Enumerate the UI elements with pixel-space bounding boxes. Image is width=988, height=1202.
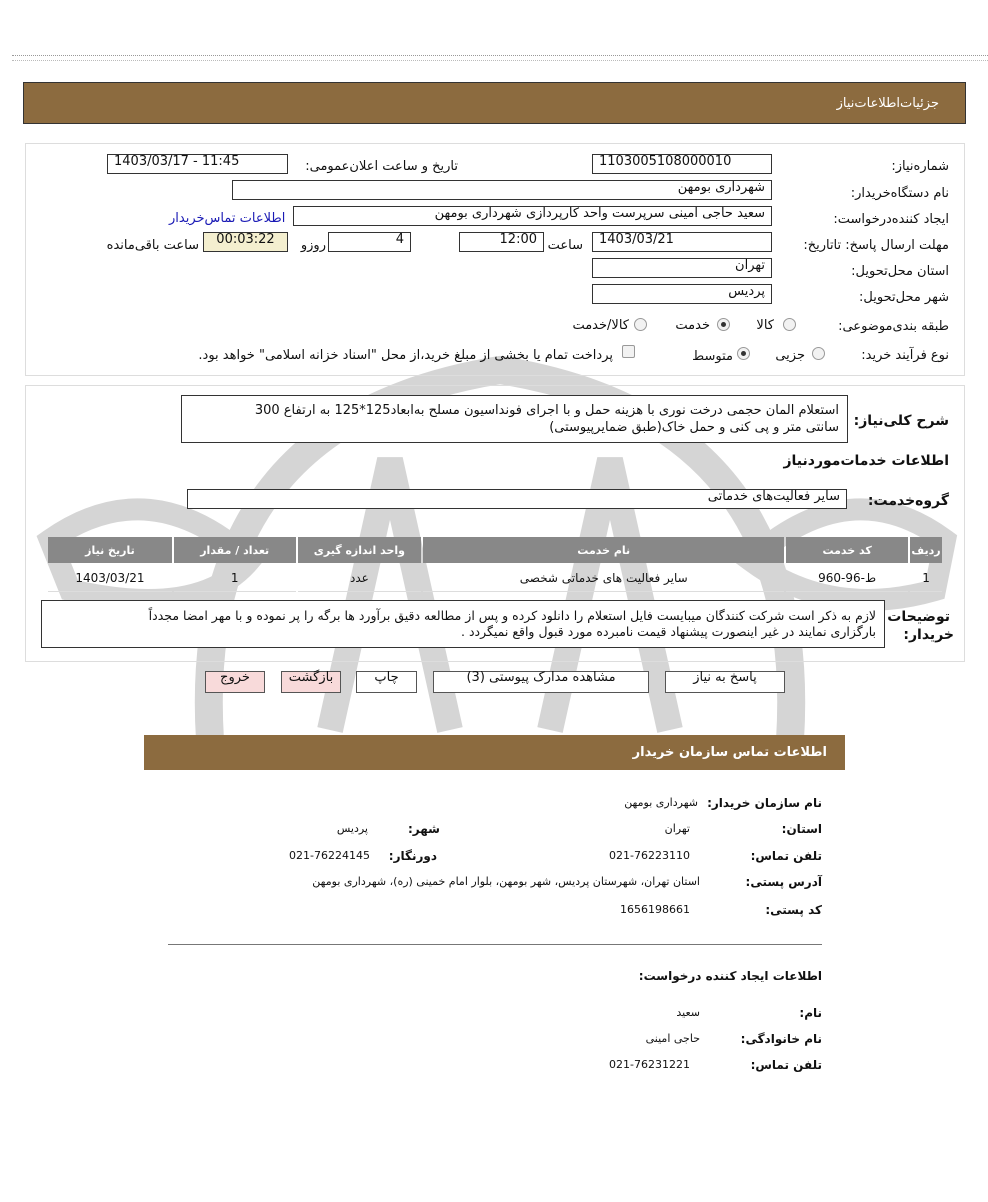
contact-fax-label: دورنگار:: [388, 849, 437, 863]
contact-postal-label: کد پستی:: [765, 903, 822, 917]
treasury-payment-note: پرداخت تمام یا بخشی از مبلغ خرید،از محل "اسناد خزانه اسلامی" خواهد بود.: [198, 348, 613, 363]
deadline-days-label: روزو: [300, 238, 326, 253]
announce-label: تاریخ و ساعت اعلان‌عمومی:: [305, 159, 458, 174]
services-title: اطلاعات خدمات‌مورد‌نیاز: [783, 453, 949, 469]
top-divider: [12, 55, 988, 56]
buyer-notes-line-1: لازم به ذکر است شرکت کنندگان میبایست فایل استعلام را دانلود کرده و پس از مطالعه دقیق برآورد ها برگه را پر نموده و با مهر امضا مجدداً: [148, 608, 876, 623]
buyer-contact-link[interactable]: اطلاعات تماس‌خریدار: [169, 211, 286, 226]
contact-org-value: شهرداری بومهن: [624, 796, 698, 809]
col-quantity: تعداد / مقدار: [174, 537, 296, 563]
col-service-code: کد خدمت: [786, 537, 908, 563]
contact-province-value: تهران: [664, 822, 690, 835]
creator-label: ایجاد کننده‌درخواست:: [833, 212, 949, 227]
deadline-days-field: 4: [328, 232, 411, 252]
buyer-notes-label-2: خریدار:: [903, 627, 954, 643]
buyer-notes-line-2: بارگزاری نمایند در غیر اینصورت پیشنهاد قیمت نامبرده مورد قبول واقع نمیگردد .: [461, 624, 876, 639]
need-number-field: 1103005108000010: [592, 154, 772, 174]
creator-phone-value: 021-76231221: [609, 1058, 690, 1071]
cell-unit: عدد: [298, 565, 422, 592]
buyer-org-label: نام دستگاه‌خریدار:: [850, 186, 949, 201]
remaining-time-label: ساعت باقی‌مانده: [106, 238, 199, 253]
col-service-name: نام خدمت: [423, 537, 784, 563]
page-title: جزئیات‌اطلاعات‌نیاز: [836, 96, 939, 111]
col-unit: واحد اندازه گیری: [298, 537, 422, 563]
contact-section-title: اطلاعات تماس سازمان خریدار: [632, 745, 827, 760]
view-attachments-button[interactable]: مشاهده مدارک پیوستی (3): [433, 671, 649, 693]
buyer-notes-label-1: توضیحات: [887, 609, 950, 625]
contact-postal-value: 1656198661: [620, 903, 690, 916]
category-goods-label: کالا: [756, 318, 774, 333]
contact-section-header: [144, 735, 845, 770]
summary-line-1: استعلام المان حجمی درخت نوری با هزینه حمل و با اجرای فونداسیون مسلح به‌ابعاد125*125 به ارتفاع 300: [254, 403, 839, 418]
category-label: طبقه بندی‌موضوعی:: [838, 319, 949, 334]
cell-service-name: سایر فعالیت های خدماتی شخصی: [423, 565, 784, 592]
process-minor-radio[interactable]: [812, 347, 825, 360]
creator-name-label: نام:: [799, 1006, 822, 1020]
need-number-label: شماره‌نیاز:: [891, 159, 949, 174]
contact-address-value: استان تهران، شهرستان پردیس، شهر بومهن، بلوار امام خمینی (ره)، شهرداری بومهن: [312, 875, 700, 888]
category-both-label: کالا/خدمت: [572, 318, 629, 333]
cell-need-date: 1403/03/21: [48, 565, 172, 592]
cell-quantity: 1: [174, 565, 296, 592]
province-field: تهران: [592, 258, 772, 278]
col-need-date: تاریخ نیاز: [48, 537, 172, 563]
deadline-label: مهلت ارسال پاسخ: تاتاریخ:: [803, 238, 949, 253]
summary-label: شرح کلی‌نیاز:: [853, 413, 949, 429]
contact-province-label: استان:: [781, 822, 822, 836]
table-header-row: [48, 537, 942, 563]
process-medium-label: متوسط: [692, 349, 733, 364]
creator-family-label: نام خانوادگی:: [740, 1032, 822, 1046]
services-table: [46, 535, 944, 594]
category-both-radio[interactable]: [634, 318, 647, 331]
exit-button[interactable]: خروج: [205, 671, 265, 693]
announce-field: 1403/03/17 - 11:45: [107, 154, 288, 174]
creator-info-title: اطلاعات ایجاد کننده درخواست:: [638, 969, 822, 983]
creator-field: سعید حاجی امینی سرپرست واحد کارپردازی شهرداری بومهن: [293, 206, 772, 226]
cell-row: 1: [910, 565, 942, 592]
reply-button[interactable]: پاسخ به نیاز: [665, 671, 785, 693]
service-group-label: گروه‌خدمت:: [867, 493, 949, 509]
print-button[interactable]: چاپ: [356, 671, 417, 693]
table-row: [48, 565, 942, 592]
contact-city-label: شهر:: [408, 822, 440, 836]
need-info-panel: [25, 143, 965, 376]
category-service-label: خدمت: [675, 318, 710, 333]
page-header: [23, 82, 966, 124]
contact-phone-label: تلفن تماس:: [750, 849, 822, 863]
cell-service-code: ط-96-960: [786, 565, 908, 592]
service-group-field: سایر فعالیت‌های خدماتی: [187, 489, 847, 509]
process-label: نوع فرآیند خرید:: [861, 348, 949, 363]
deadline-time-label: ساعت: [547, 238, 583, 253]
contact-address-label: آدرس پستی:: [745, 875, 822, 889]
province-label: استان محل‌تحویل:: [851, 264, 949, 279]
top-divider-2: [12, 60, 988, 61]
summary-field: [181, 395, 848, 443]
contact-org-label: نام سازمان خریدار:: [707, 796, 822, 810]
contact-fax-value: 021-76224145: [289, 849, 370, 862]
contact-city-value: پردیس: [336, 822, 368, 835]
process-medium-radio[interactable]: [737, 347, 750, 360]
treasury-payment-checkbox[interactable]: [622, 345, 635, 358]
contact-phone-value: 021-76223110: [609, 849, 690, 862]
creator-name-value: سعید: [676, 1006, 700, 1019]
city-field: پردیس: [592, 284, 772, 304]
remaining-time-field: 00:03:22: [203, 232, 288, 252]
city-label: شهر محل‌تحویل:: [859, 290, 949, 305]
deadline-time-field: 12:00: [459, 232, 544, 252]
contact-divider: [168, 944, 822, 945]
creator-phone-label: تلفن تماس:: [750, 1058, 822, 1072]
process-minor-label: جزیی: [775, 348, 805, 363]
col-row: ردیف: [910, 537, 942, 563]
category-service-radio[interactable]: [717, 318, 730, 331]
buyer-notes-field: [41, 600, 885, 648]
creator-family-value: حاجی امینی: [645, 1032, 700, 1045]
buyer-org-field: شهرداری بومهن: [232, 180, 772, 200]
summary-line-2: سانتی متر و پی کنی و حمل خاک(طبق ضمایرپیوستی): [549, 420, 839, 435]
deadline-date-field: 1403/03/21: [592, 232, 772, 252]
category-goods-radio[interactable]: [783, 318, 796, 331]
back-button[interactable]: بازگشت: [281, 671, 341, 693]
